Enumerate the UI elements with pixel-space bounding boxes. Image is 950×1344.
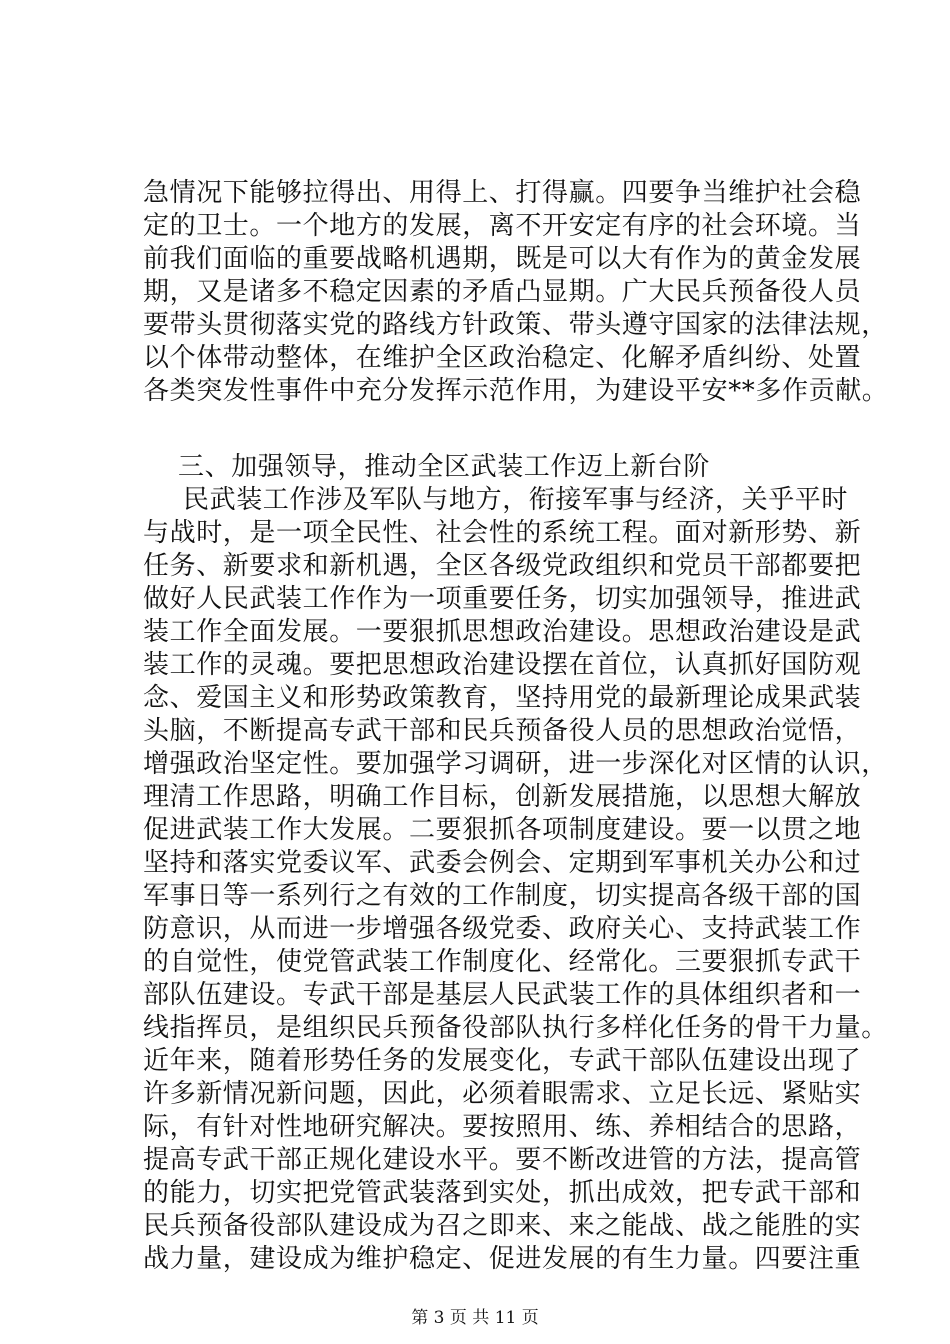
text-line: 各类突发性事件中充分发挥示范作用，为建设平安**多作贡献。 bbox=[143, 376, 889, 406]
text-line: 民武装工作涉及军队与地方，衔接军事与经济，关乎平时 bbox=[183, 485, 849, 515]
text-line: 的自觉性，使党管武装工作制度化、经常化。三要狠抓专武干 bbox=[143, 947, 862, 977]
section-heading: 三、加强领导，推动全区武装工作迈上新台阶 bbox=[178, 452, 711, 482]
text-line: 坚持和落实党委议军、武委会例会、定期到军事机关办公和过 bbox=[143, 848, 862, 878]
text-line: 装工作全面发展。一要狠抓思想政治建设。思想政治建设是武 bbox=[143, 617, 862, 647]
text-line: 装工作的灵魂。要把思想政治建设摆在首位，认真抓好国防观 bbox=[143, 650, 862, 680]
text-line: 理清工作思路，明确工作目标，创新发展措施，以思想大解放 bbox=[143, 782, 862, 812]
text-line: 做好人民武装工作作为一项重要任务，切实加强领导，推进武 bbox=[143, 584, 862, 614]
text-line: 近年来，随着形势任务的发展变化，专武干部队伍建设出现了 bbox=[143, 1046, 862, 1076]
text-line: 念、爱国主义和形势政策教育，坚持用党的最新理论成果武装 bbox=[143, 683, 862, 713]
text-line: 急情况下能够拉得出、用得上、打得赢。四要争当维护社会稳 bbox=[143, 178, 862, 208]
text-line: 促进武装工作大发展。二要狠抓各项制度建设。要一以贯之地 bbox=[143, 815, 862, 845]
text-line: 部队伍建设。专武干部是基层人民武装工作的具体组织者和一 bbox=[143, 980, 862, 1010]
text-line: 以个体带动整体，在维护全区政治稳定、化解矛盾纠纷、处置 bbox=[143, 343, 862, 373]
text-line: 前我们面临的重要战略机遇期，既是可以大有作为的黄金发展 bbox=[143, 244, 862, 274]
text-line: 战力量，建设成为维护稳定、促进发展的有生力量。四要注重 bbox=[143, 1244, 862, 1274]
text-line: 定的卫士。一个地方的发展，离不开安定有序的社会环境。当 bbox=[143, 211, 862, 241]
page-footer: 第 3 页 共 11 页 bbox=[411, 1308, 539, 1328]
text-line: 提高专武干部正规化建设水平。要不断改进管的方法，提高管 bbox=[143, 1145, 862, 1175]
text-line: 军事日等一系列行之有效的工作制度，切实提高各级干部的国 bbox=[143, 881, 862, 911]
text-line: 与战时，是一项全民性、社会性的系统工程。面对新形势、新 bbox=[143, 518, 862, 548]
text-line: 许多新情况新问题，因此，必须着眼需求、立足长远、紧贴实 bbox=[143, 1079, 862, 1109]
text-line: 防意识，从而进一步增强各级党委、政府关心、支持武装工作 bbox=[143, 914, 862, 944]
text-line: 民兵预备役部队建设成为召之即来、来之能战、战之能胜的实 bbox=[143, 1211, 862, 1241]
text-line: 际，有针对性地研究解决。要按照用、练、养相结合的思路， bbox=[143, 1112, 862, 1142]
text-line: 线指挥员，是组织民兵预备役部队执行多样化任务的骨干力量。 bbox=[143, 1013, 888, 1043]
text-line: 增强政治坚定性。要加强学习调研，进一步深化对区情的认识， bbox=[143, 749, 888, 779]
text-line: 期，又是诸多不稳定因素的矛盾凸显期。广大民兵预备役人员 bbox=[143, 277, 862, 307]
text-line: 的能力，切实把党管武装落到实处，抓出成效，把专武干部和 bbox=[143, 1178, 862, 1208]
text-line: 要带头贯彻落实党的路线方针政策、带头遵守国家的法律法规， bbox=[143, 310, 888, 340]
text-line: 任务、新要求和新机遇，全区各级党政组织和党员干部都要把 bbox=[143, 551, 862, 581]
text-line: 头脑，不断提高专武干部和民兵预备役人员的思想政治觉悟， bbox=[143, 716, 862, 746]
